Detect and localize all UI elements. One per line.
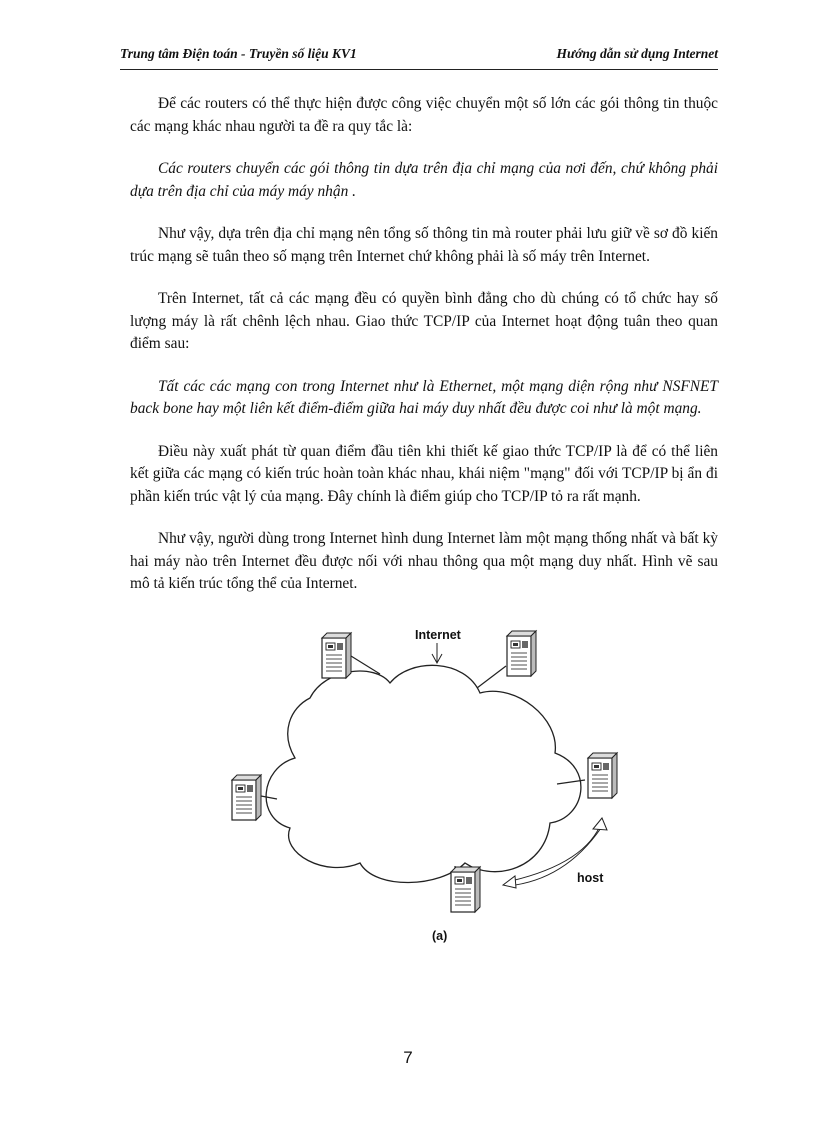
figure-caption: (a) [432, 929, 448, 943]
page-number: 7 [403, 1048, 413, 1067]
host-machine-icon [232, 775, 261, 820]
header-left-title: Trung tâm Điện toán - Truyền số liệu KV1 [120, 46, 357, 61]
header-rule [120, 69, 718, 70]
paragraph-rule-quote: Các routers chuyển các gói thông tin dựa trên địa chỉ mạng của nơi đến, chứ không phải dựa trên địa chỉ của máy máy nhận . [130, 160, 718, 200]
paragraph-equality: Trên Internet, tất cả các mạng đều có quyền bình đẳng cho dù chúng có tổ chức hay số lượng máy là rất chênh lệch nhau. Giao thức TCP/IP của Internet hoạt động tuân theo quan điểm sau: [130, 290, 718, 352]
page-header [120, 46, 718, 66]
host-machine-icon [507, 631, 536, 676]
paragraph-routing: Như vậy, dựa trên địa chỉ mạng nên tổng số thông tin mà router phải lưu giữ về sơ đồ kiến trúc mạng sẽ tuân theo số mạng trên Internet chứ không phải là số máy trên Internet. [130, 225, 718, 265]
paragraph-origin: Điều này xuất phát từ quan điểm đầu tiên khi thiết kế giao thức TCP/IP là để có thể liên kết giữa các mạng có kiến trúc hoàn toàn khác nhau, khái niệm "mạng" đối với TCP/IP bị ẩn đi phần kiến trúc vật lý của mạng. Đây chính là điểm giúp cho TCP/IP tỏ ra rất mạnh. [130, 442, 718, 505]
paragraph-unified: Như vậy, người dùng trong Internet hình dung Internet làm một mạng thống nhất và bất kỳ hai máy nào trên Internet đều được nối với nhau thông qua một mạng duy nhất. Hình vẽ sau mô tả kiến trúc tổng thể của Internet. [130, 530, 718, 592]
host-machine-icon [588, 753, 617, 798]
internet-label: Internet [415, 628, 461, 642]
host-machine-icon [322, 633, 351, 678]
header-right-title: Hướng dẫn sử dụng Internet [556, 46, 718, 61]
internet-figure [215, 618, 625, 948]
paragraph-intro: Để các routers có thể thực hiện được công việc chuyển một số lớn các gói thông tin thuộc các mạng khác nhau người ta đề ra quy tắc là: [130, 95, 718, 135]
host-machine-icon [451, 867, 480, 912]
internet-cloud [266, 665, 581, 882]
paragraph-network-quote: Tất các các mạng con trong Internet như là Ethernet, một mạng diện rộng như NSFNET back bone hay một liên kết điểm-điểm giữa hai máy duy nhất đều được coi như là một mạng. [130, 377, 718, 417]
body-text [130, 93, 718, 616]
host-label: host [577, 871, 604, 885]
